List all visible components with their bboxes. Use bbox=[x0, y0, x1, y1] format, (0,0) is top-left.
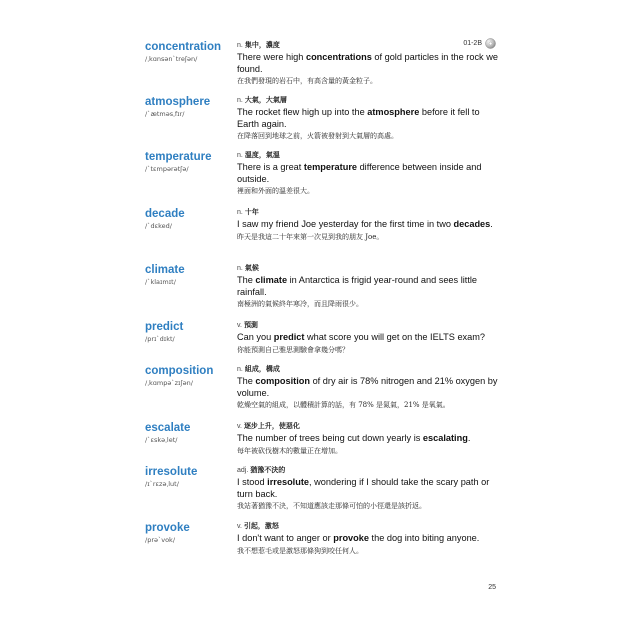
translation: 裡面和外面的溫差很大。 bbox=[237, 187, 314, 195]
part-of-speech: n. bbox=[237, 209, 243, 216]
keyword: escalating bbox=[422, 433, 468, 443]
chinese-meaning: 預測 bbox=[243, 321, 258, 329]
phonetic: /`klaɪmɪt/ bbox=[145, 278, 176, 286]
chinese-meaning: 溫度，氣溫 bbox=[244, 151, 280, 159]
chinese-meaning: 引起，激怒 bbox=[243, 522, 279, 530]
keyword: temperature bbox=[303, 162, 358, 172]
part-of-speech: v. bbox=[237, 523, 242, 530]
chinese-meaning: 集中，濃度 bbox=[244, 41, 280, 49]
phonetic: /ˌkɑnsən`treʃən/ bbox=[145, 55, 198, 63]
headword: climate bbox=[145, 264, 185, 276]
part-of-speech: n. bbox=[237, 265, 243, 272]
part-of-speech: n. bbox=[237, 42, 243, 49]
example-sentence: There were high concentrations of gold particles in the rock we found. bbox=[237, 52, 498, 74]
example-sentence: There is a great temperature difference between inside and outside. bbox=[237, 162, 482, 184]
chinese-meaning: 猶豫不決的 bbox=[250, 466, 286, 474]
example-sentence: The climate in Antarctica is frigid year-round and sees little rainfall. bbox=[237, 275, 478, 297]
translation: 昨天是我這二十年來第一次見到我的朋友 Joe。 bbox=[237, 232, 384, 241]
chinese-meaning: 逐步上升，使惡化 bbox=[243, 422, 300, 430]
keyword: irresolute bbox=[267, 477, 310, 487]
keyword: predict bbox=[273, 332, 305, 342]
phonetic: /ɪ`rɛzəˌlut/ bbox=[145, 480, 179, 488]
headword: composition bbox=[145, 365, 214, 377]
keyword: atmosphere bbox=[367, 107, 420, 117]
headword: provoke bbox=[145, 522, 190, 534]
keyword: decades bbox=[453, 219, 491, 229]
headword: temperature bbox=[145, 151, 212, 163]
phonetic: /prə`vok/ bbox=[145, 536, 176, 544]
headword: concentration bbox=[145, 41, 222, 53]
phonetic: /`dɛked/ bbox=[145, 222, 172, 230]
part-of-speech: n. bbox=[237, 366, 243, 373]
example-sentence: Can you predict what score you will get on the IELTS exam? bbox=[237, 332, 486, 342]
headword: predict bbox=[145, 321, 184, 333]
part-of-speech: n. bbox=[237, 152, 243, 159]
translation: 在降落回到地球之前，火箭被發射到大氣層的高處。 bbox=[237, 132, 398, 140]
chinese-meaning: 大氣，大氣層 bbox=[244, 96, 287, 104]
translation: 我站著猶豫不決，不知道應該走那條可怕的小徑還是該折返。 bbox=[237, 502, 426, 510]
keyword: climate bbox=[255, 275, 288, 285]
chinese-meaning: 氣候 bbox=[244, 264, 259, 272]
headword: atmosphere bbox=[145, 96, 211, 108]
keyword: provoke bbox=[333, 533, 369, 543]
example-sentence: I don't want to anger or provoke the dog into biting anyone. bbox=[237, 533, 480, 543]
example-sentence: The composition of dry air is 78% nitrogen and 21% oxygen by volume. bbox=[237, 376, 498, 398]
translation: 你能預測自己雅思測驗會拿幾分嗎？ bbox=[237, 345, 349, 354]
chinese-meaning: 組成，構成 bbox=[244, 365, 280, 373]
phonetic: /`tɛmpərətʃə/ bbox=[145, 165, 189, 173]
part-of-speech: v. bbox=[237, 423, 242, 430]
phonetic: /`ɛskəˌlet/ bbox=[145, 436, 178, 444]
headword: irresolute bbox=[145, 466, 198, 478]
phonetic: /`ætməsˌfɪr/ bbox=[145, 110, 185, 118]
headword: escalate bbox=[145, 422, 191, 434]
keyword: concentrations bbox=[305, 52, 372, 62]
part-of-speech: n. bbox=[237, 97, 243, 104]
track-number: 01-2B bbox=[463, 40, 482, 47]
translation: 每年被砍伐樹木的數量正在增加。 bbox=[237, 446, 342, 455]
chinese-meaning: 十年 bbox=[244, 208, 259, 216]
translation: 我不想惹毛或是激怒那條狗到咬任何人。 bbox=[237, 546, 363, 555]
keyword: composition bbox=[255, 376, 311, 386]
example-sentence: The number of trees being cut down yearly is escalating. bbox=[237, 433, 471, 443]
headword: decade bbox=[145, 208, 185, 220]
translation: 南極洲的氣候終年寒冷，而且降雨很少。 bbox=[237, 300, 363, 308]
phonetic: /prɪ`dɪkt/ bbox=[145, 335, 175, 343]
page-number: 25 bbox=[488, 584, 496, 591]
part-of-speech: v. bbox=[237, 322, 242, 329]
example-sentence: I stood irresolute, wondering if I should take the scary path or turn back. bbox=[237, 477, 490, 499]
translation: 在我們發現的岩石中，有高含量的黃金粒子。 bbox=[237, 77, 377, 85]
example-sentence: I saw my friend Joe yesterday for the first time in two decades. bbox=[237, 219, 493, 229]
phonetic: /ˌkɑmpə`zɪʃən/ bbox=[145, 379, 193, 387]
part-of-speech: adj. bbox=[237, 467, 249, 474]
translation: 乾燥空氣的組成，以體積計算的話，有 78% 是氮氣，21% 是氧氣。 bbox=[237, 401, 450, 409]
example-sentence: The rocket flew high up into the atmosphere before it fell to Earth again. bbox=[237, 107, 480, 129]
